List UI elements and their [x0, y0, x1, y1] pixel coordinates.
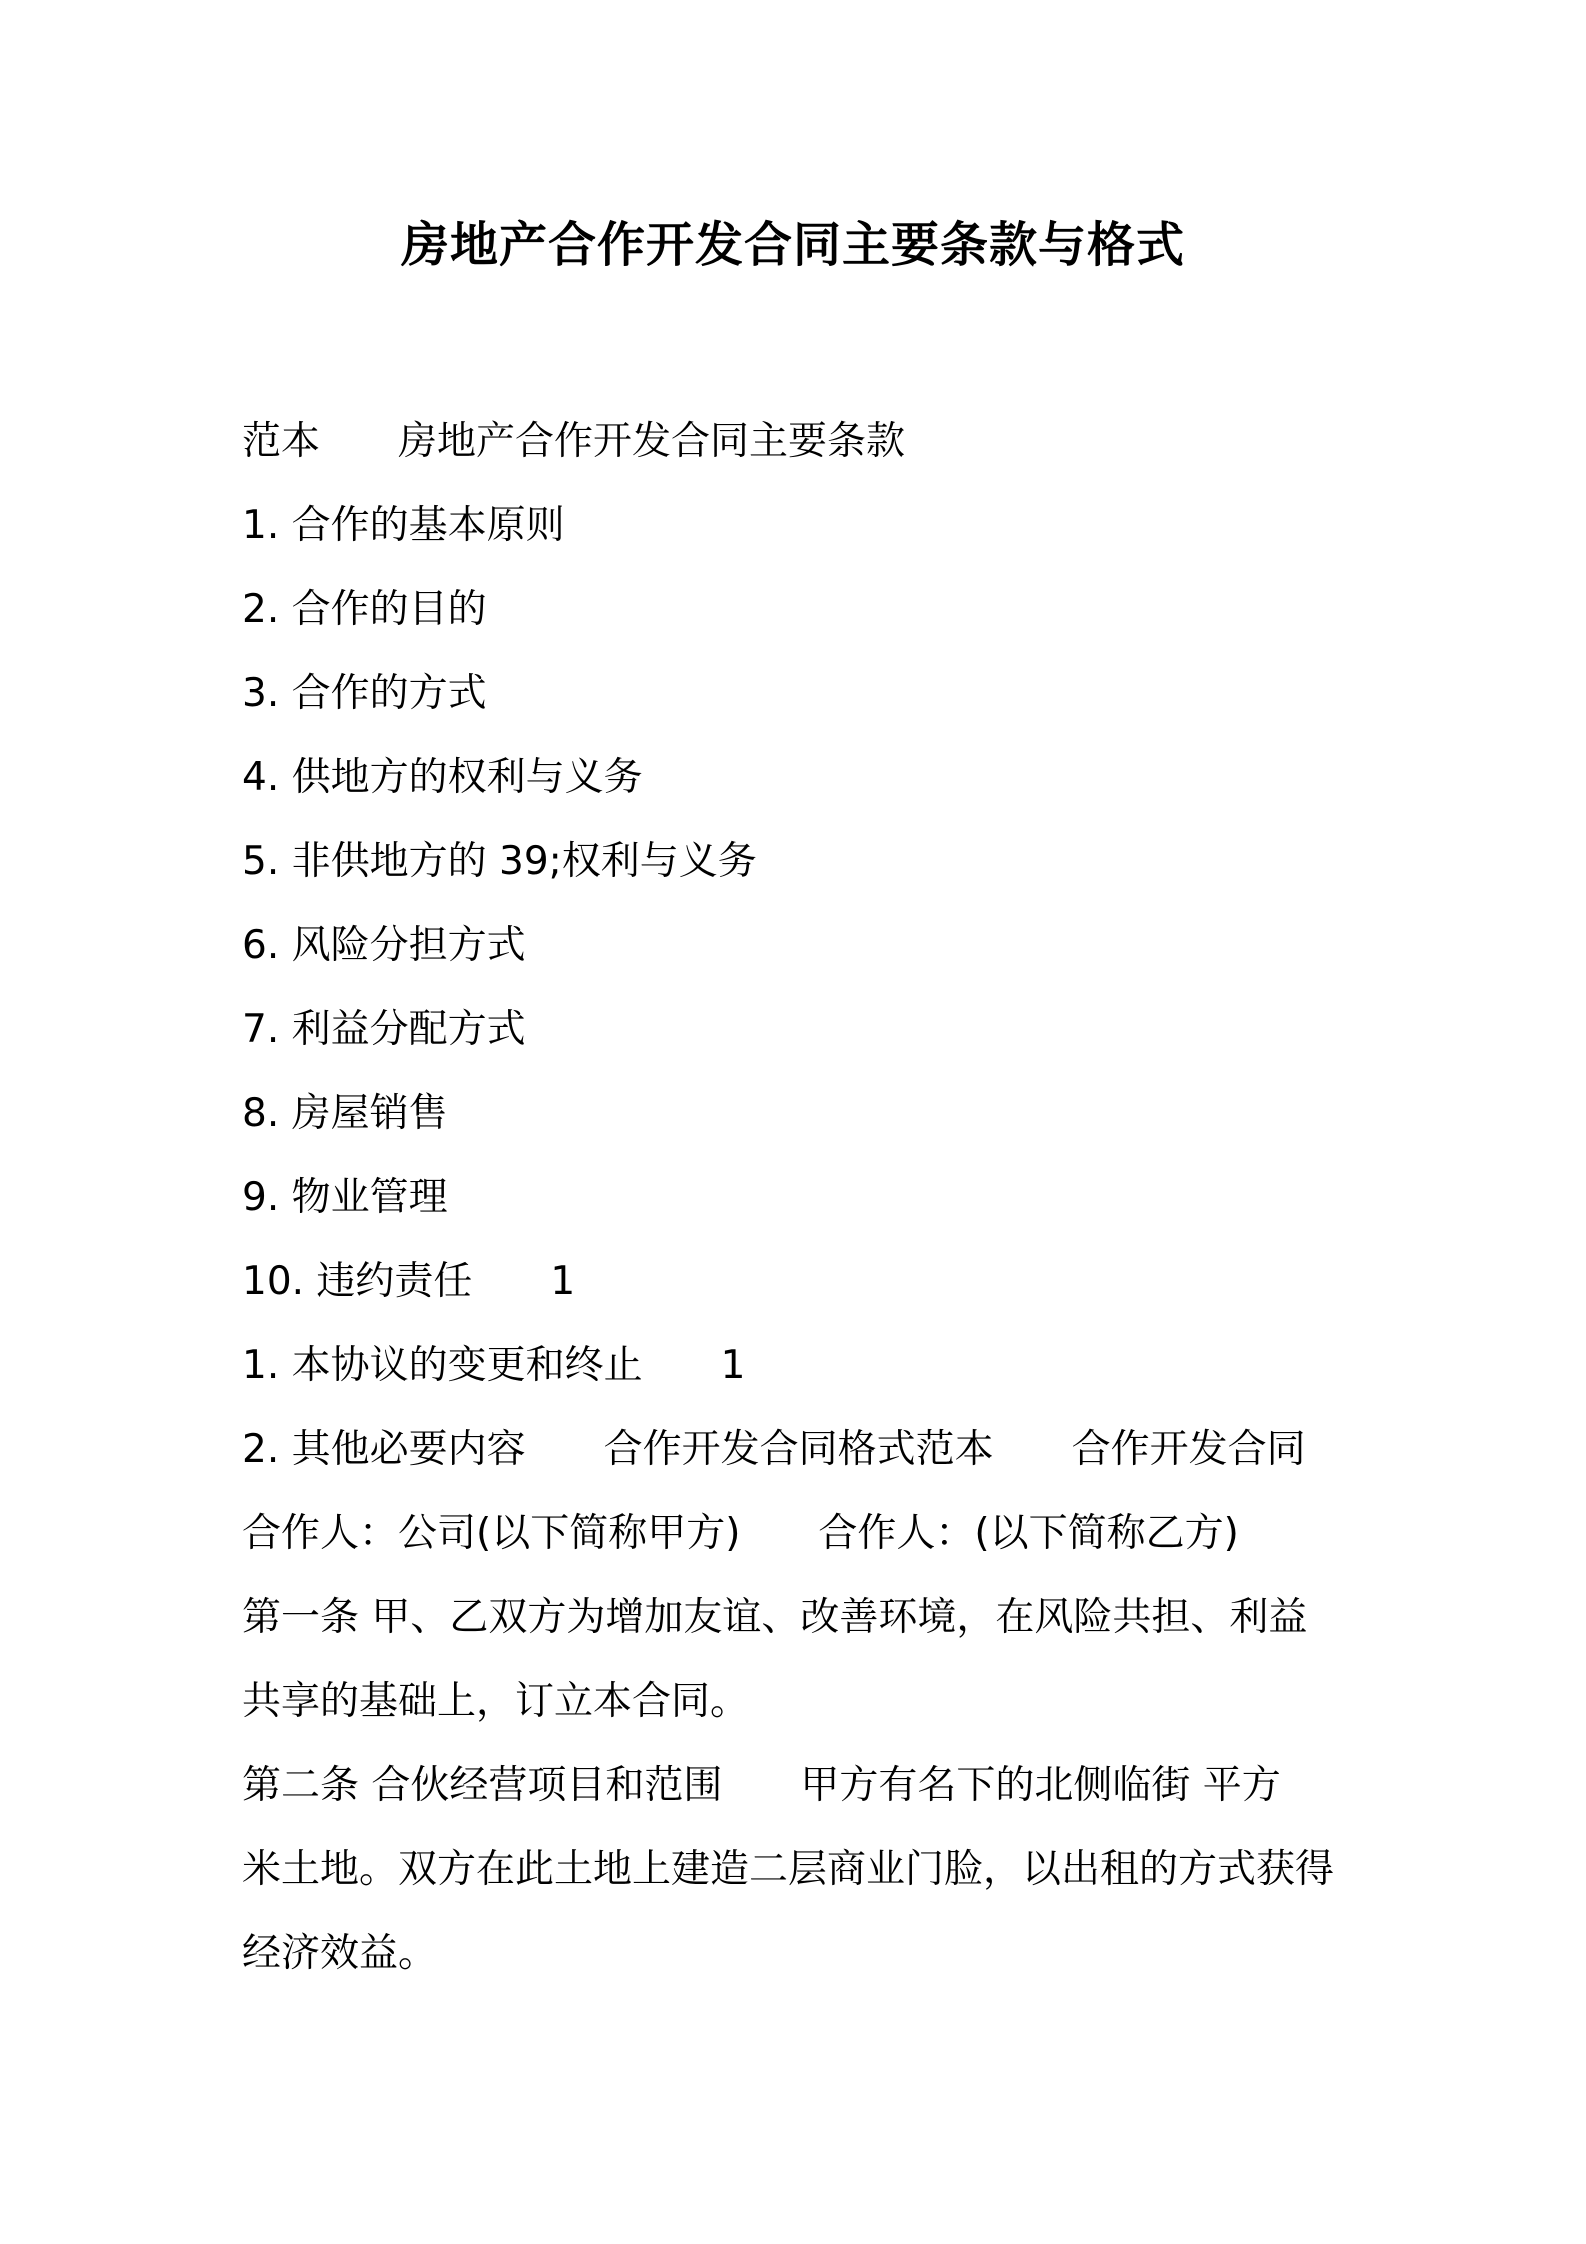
article-1-line-2: 共享的基础上，订立本合同。 — [242, 1679, 750, 1724]
article-2-line-2: 米土地。双方在此土地上建造二层商业门脸，以出租的方式获得 — [242, 1847, 1335, 1892]
clause-item-11: 1. 本协议的变更和终止 1 — [242, 1343, 746, 1388]
article-1-line-1: 第一条 甲、乙双方为增加友谊、改善环境，在风险共担、利益 — [242, 1595, 1308, 1640]
document-body — [242, 400, 1362, 1996]
clause-item-8: 8. 房屋销售 — [242, 1091, 448, 1136]
clause-item-4: 4. 供地方的权利与义务 — [242, 755, 643, 800]
article-2-line-1: 第二条 合伙经营项目和范围 甲方有名下的北侧临街 平方 — [242, 1763, 1281, 1808]
clause-item-1: 1. 合作的基本原则 — [242, 503, 565, 548]
sample-heading-line: 范本 房地产合作开发合同主要条款 — [242, 419, 906, 464]
clause-item-2: 2. 合作的目的 — [242, 587, 487, 632]
clause-item-9: 9. 物业管理 — [242, 1175, 448, 1220]
parties-line: 合作人：公司(以下简称甲方) 合作人：(以下简称乙方) — [242, 1511, 1239, 1556]
clause-item-7: 7. 利益分配方式 — [242, 1007, 526, 1052]
clause-item-12: 2. 其他必要内容 合作开发合同格式范本 合作开发合同 — [242, 1427, 1306, 1472]
clause-item-10: 10. 违约责任 1 — [242, 1259, 576, 1304]
clause-item-3: 3. 合作的方式 — [242, 671, 487, 716]
document-title: 房地产合作开发合同主要条款与格式 — [400, 217, 1185, 273]
clause-item-5: 5. 非供地方的 39;权利与义务 — [242, 839, 757, 884]
article-2-line-3: 经济效益。 — [242, 1931, 438, 1976]
clause-item-6: 6. 风险分担方式 — [242, 923, 526, 968]
